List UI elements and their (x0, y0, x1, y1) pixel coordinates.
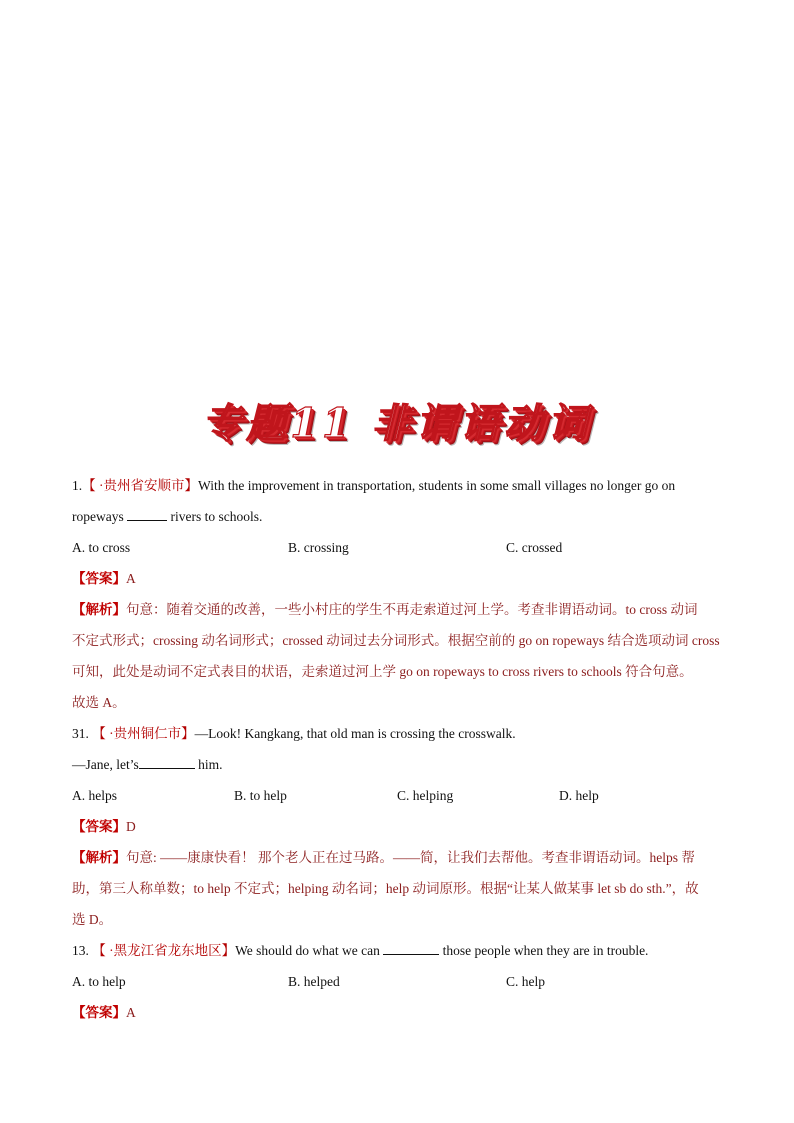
question-list (72, 474, 732, 1032)
answer-blank (139, 754, 195, 769)
option-a: A. to help (72, 974, 126, 989)
answer-blank (383, 940, 439, 955)
analysis-text: 选 D。 (72, 912, 113, 927)
answer-blank (127, 506, 167, 521)
analysis-text: 句意：随着交通的改善，一些小村庄的学生不再走索道过河上学。考查非谓语动词。to cross 动词 (126, 602, 698, 617)
analysis-label: 【解析】 (72, 850, 126, 865)
page-title: 专题11 非谓语动词 (202, 400, 592, 447)
question-1-answer (72, 567, 732, 598)
question-source: 【 ·黑龙江省龙东地区】 (92, 943, 236, 958)
option-b: B. helped (288, 974, 340, 989)
question-text: We should do what we can (235, 943, 380, 958)
question-text: him. (198, 757, 223, 772)
question-text: those people when they are in trouble. (442, 943, 649, 958)
answer-value: D (126, 819, 136, 834)
question-13-options (72, 970, 732, 1001)
option-b: B. to help (234, 788, 287, 803)
question-text: rivers to schools. (170, 509, 263, 524)
question-text: With the improvement in transportation, students in some small villages no longer go on (198, 478, 676, 493)
question-number: 13. (72, 943, 89, 958)
question-source: 【 ·贵州省安顺市】 (82, 478, 198, 493)
answer-label: 【答案】 (72, 571, 126, 586)
option-b: B. crossing (288, 540, 349, 555)
question-13-answer (72, 1001, 732, 1032)
question-source: 【 ·贵州铜仁市】 (92, 726, 195, 741)
answer-value: A (126, 571, 136, 586)
question-31-stem-cont (72, 753, 732, 784)
analysis-label: 【解析】 (72, 602, 126, 617)
option-a: A. to cross (72, 540, 131, 555)
question-text: —Jane, let’s (72, 757, 139, 772)
answer-label: 【答案】 (72, 1005, 126, 1020)
question-number: 1. (72, 478, 83, 493)
question-number: 31. (72, 726, 89, 741)
analysis-text: 故选 A。 (72, 695, 126, 710)
answer-value: A (126, 1005, 136, 1020)
option-a: A. helps (72, 788, 117, 803)
question-13-stem (72, 939, 732, 970)
analysis-text: 句意: ——康康快看！ 那个老人正在过马路。——简，让我们去帮他。考查非谓语动词。helps 帮 (126, 850, 695, 865)
question-text: ropeways (72, 509, 124, 524)
question-1-stem-cont (72, 505, 732, 536)
question-31-answer (72, 815, 732, 846)
question-1-options (72, 536, 732, 567)
answer-label: 【答案】 (72, 819, 126, 834)
option-c: C. helping (397, 788, 454, 803)
option-d: D. help (559, 788, 599, 803)
question-1-analysis (72, 598, 732, 629)
analysis-text: 可知，此处是动词不定式表目的状语，走索道过河上学 go on ropeways to cross rivers to schools 符合句意。 (72, 664, 693, 679)
question-text: —Look! Kangkang, that old man is crossing the crosswalk. (194, 726, 516, 741)
question-31-analysis (72, 846, 732, 877)
question-31-options (72, 784, 732, 815)
question-31-stem (72, 722, 732, 753)
analysis-text: 助，第三人称单数；to help 不定式；helping 动名词；help 动词原形。根据“让某人做某事 let sb do sth.”，故 (72, 881, 699, 896)
option-c: C. crossed (506, 540, 563, 555)
option-c: C. help (506, 974, 545, 989)
analysis-text: 不定式形式；crossing 动名词形式；crossed 动词过去分词形式。根据空前的 go on ropeways 结合选项动词 cross (72, 633, 720, 648)
question-1-stem (72, 474, 732, 505)
